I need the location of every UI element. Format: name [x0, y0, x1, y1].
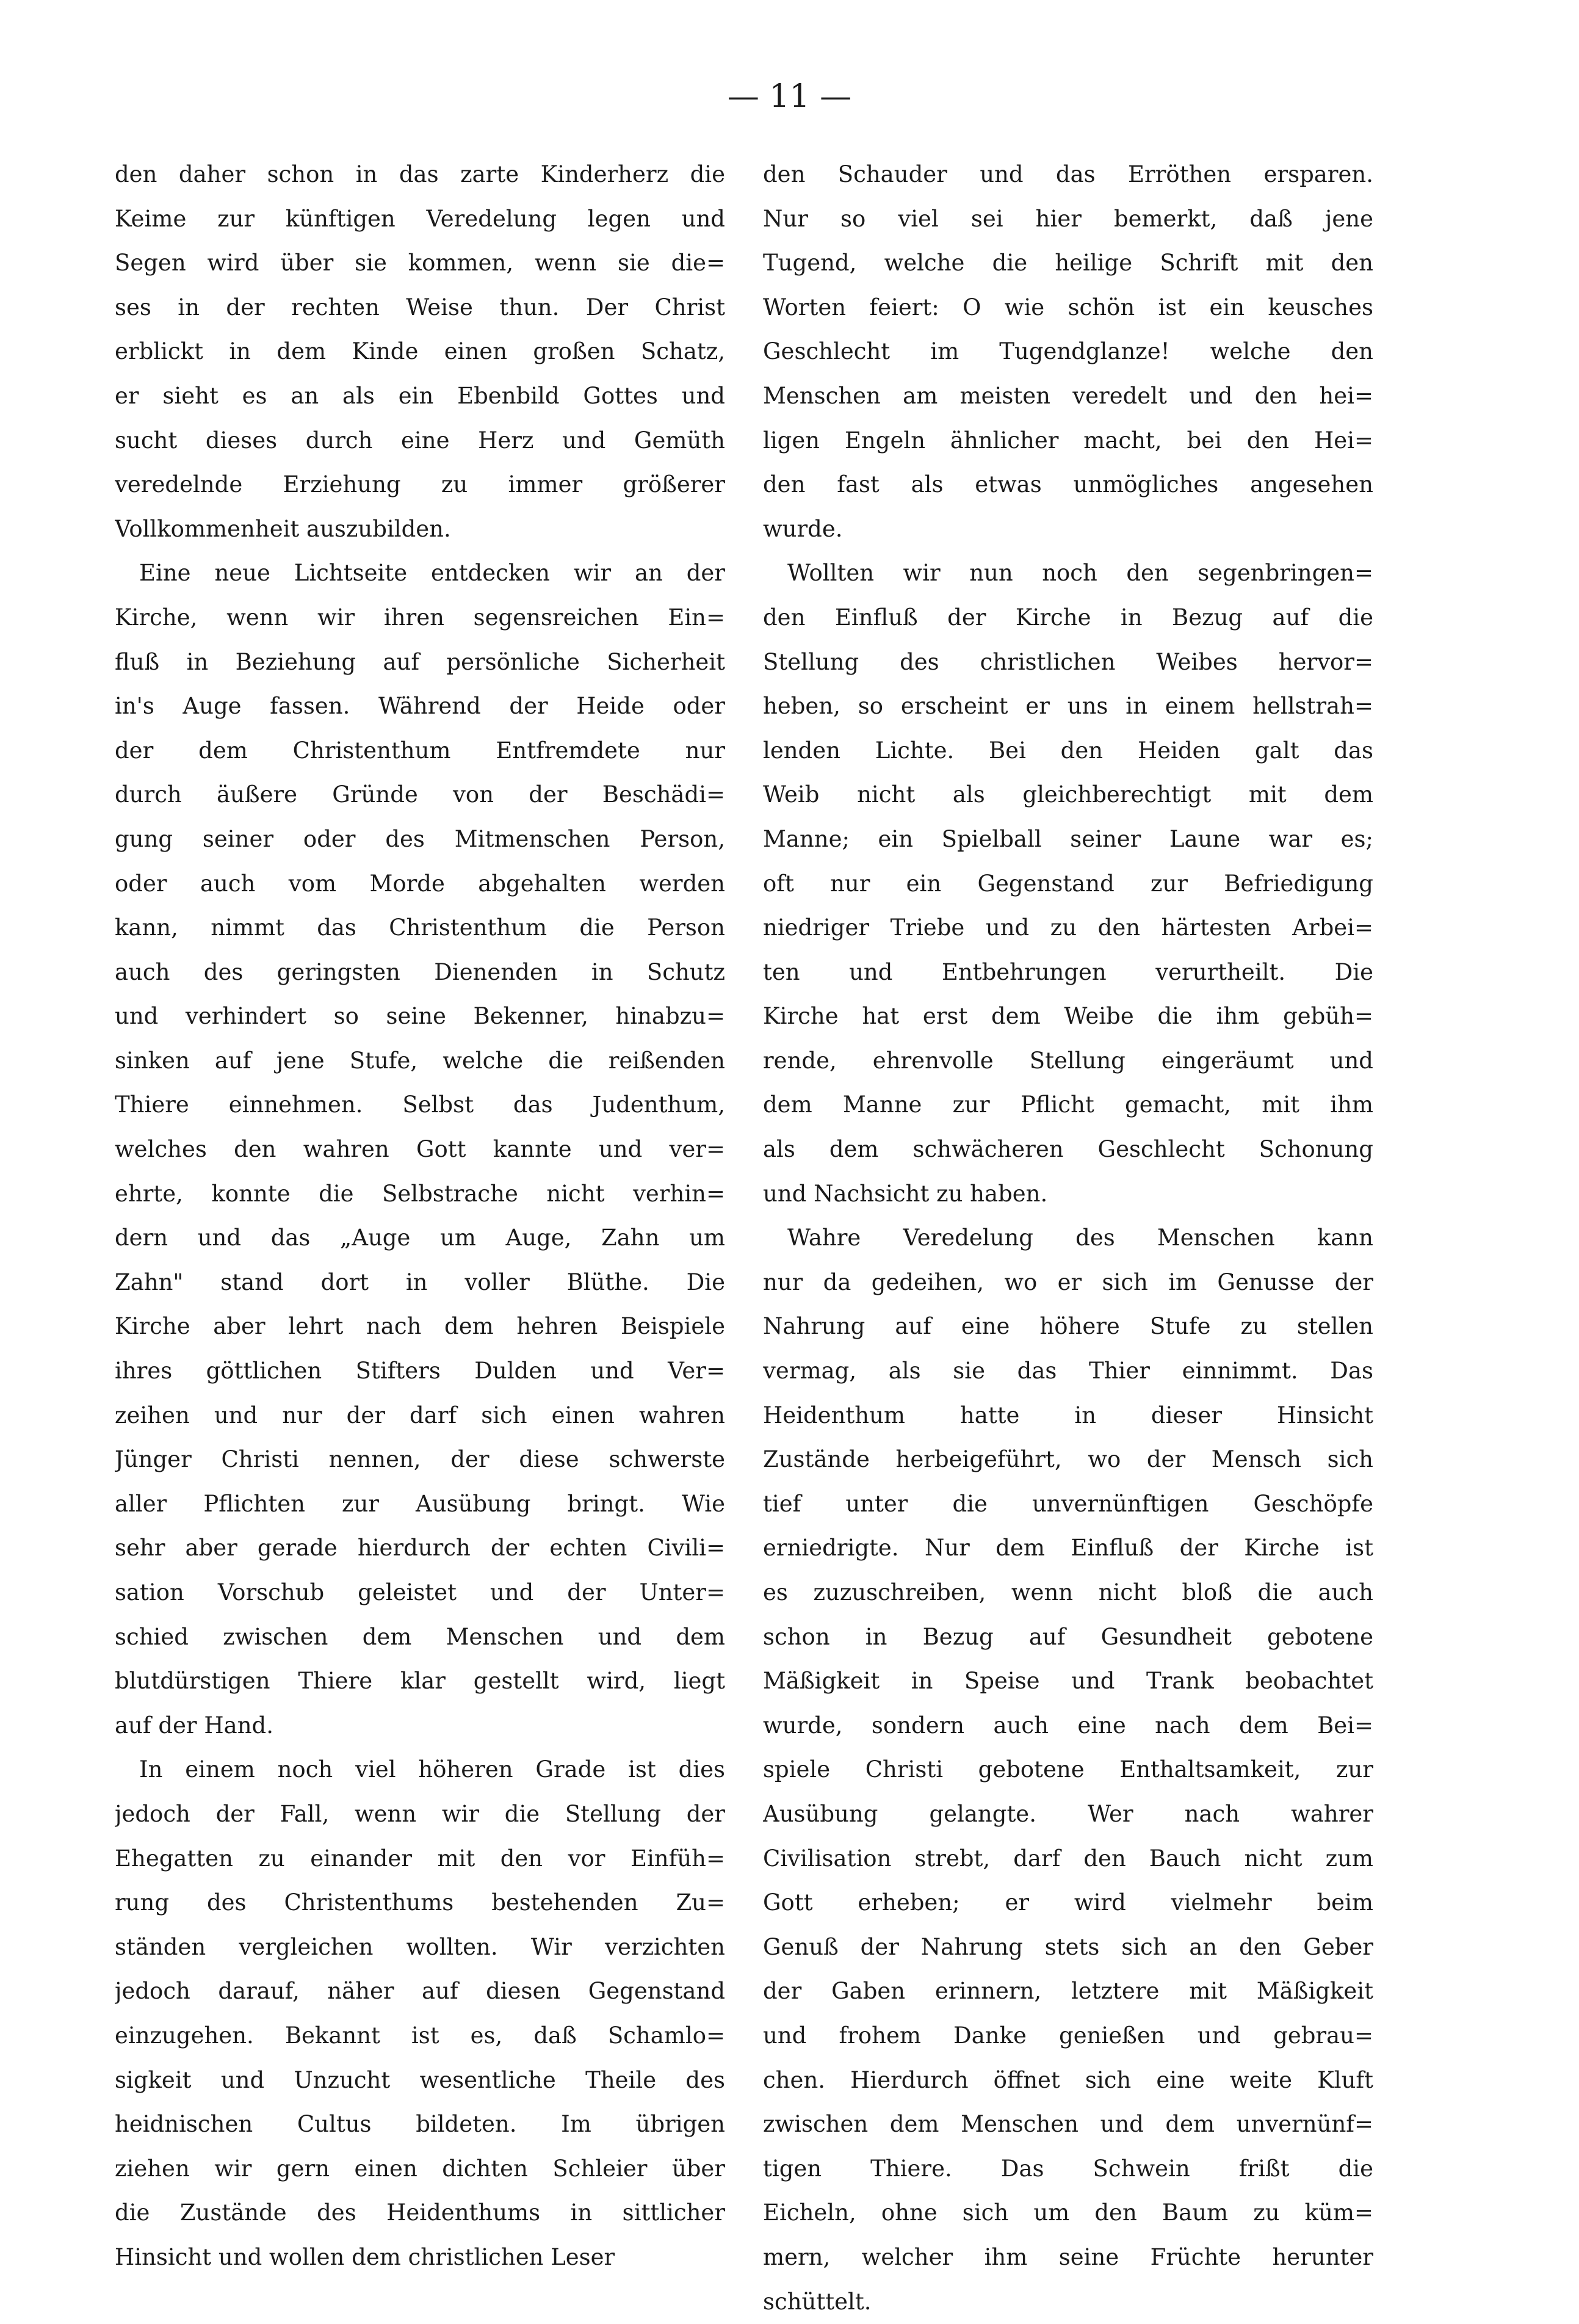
text-line: Zahn" stand dort in voller Blüthe. Die	[115, 1261, 725, 1305]
text-line: Zustände herbeigeführt, wo der Mensch sich	[763, 1438, 1373, 1482]
text-line: kann, nimmt das Christenthum die Person	[115, 906, 725, 950]
text-line: Stellung des christlichen Weibes hervor=	[763, 640, 1373, 685]
text-line: Wollten wir nun noch den segenbringen=	[763, 551, 1373, 596]
text-line: rung des Christenthums bestehenden Zu=	[115, 1881, 725, 1925]
text-line: es zuzuschreiben, wenn nicht bloß die auch	[763, 1571, 1373, 1615]
paragraph	[763, 153, 1373, 551]
text-line: Civilisation strebt, darf den Bauch nicht zum	[763, 1837, 1373, 1881]
text-line: tief unter die unvernünftigen Geschöpfe	[763, 1482, 1373, 1527]
text-line: einzugehen. Bekannt ist es, daß Schamlo=	[115, 2014, 725, 2058]
text-line: oder auch vom Morde abgehalten werden	[115, 862, 725, 907]
text-line: die Zustände des Heidenthums in sittlicher	[115, 2191, 725, 2235]
text-line: den Schauder und das Erröthen ersparen.	[763, 153, 1373, 197]
text-line: und frohem Danke genießen und gebrau=	[763, 2014, 1373, 2058]
text-line: auf der Hand.	[115, 1704, 725, 1748]
text-line: Keime zur künftigen Veredelung legen und	[115, 197, 725, 242]
text-line: Eine neue Lichtseite entdecken wir an der	[115, 551, 725, 596]
text-line: auch des geringsten Dienenden in Schutz	[115, 950, 725, 995]
text-line: sehr aber gerade hierdurch der echten Civili=	[115, 1526, 725, 1571]
text-line: Geschlecht im Tugendglanze! welche den	[763, 330, 1373, 374]
text-line: nur da gedeihen, wo er sich im Genusse der	[763, 1261, 1373, 1305]
page-number: — 11 —	[0, 78, 1579, 115]
text-line: oft nur ein Gegenstand zur Befriedigung	[763, 862, 1373, 907]
text-line: erblickt in dem Kinde einen großen Schatz,	[115, 330, 725, 374]
text-line: sation Vorschub geleistet und der Unter=	[115, 1571, 725, 1615]
text-line: Thiere einnehmen. Selbst das Judenthum,	[115, 1083, 725, 1128]
text-line: wurde.	[763, 507, 1373, 552]
text-line: sucht dieses durch eine Herz und Gemüth	[115, 419, 725, 463]
text-line: Worten feiert: O wie schön ist ein keusches	[763, 286, 1373, 330]
text-line: niedriger Triebe und zu den härtesten Arbei=	[763, 906, 1373, 950]
text-line: Manne; ein Spielball seiner Laune war es;	[763, 817, 1373, 862]
text-line: Menschen am meisten veredelt und den hei=	[763, 374, 1373, 419]
text-line: spiele Christi gebotene Enthaltsamkeit, zur	[763, 1748, 1373, 1792]
text-line: schied zwischen dem Menschen und dem	[115, 1615, 725, 1660]
text-line: aller Pflichten zur Ausübung bringt. Wie	[115, 1482, 725, 1527]
text-line: Vollkommenheit auszubilden.	[115, 507, 725, 552]
text-line: Kirche, wenn wir ihren segensreichen Ein=	[115, 596, 725, 640]
text-line: durch äußere Gründe von der Beschädi=	[115, 773, 725, 817]
text-line: chen. Hierdurch öffnet sich eine weite Kluft	[763, 2058, 1373, 2103]
text-line: schüttelt.	[763, 2280, 1373, 2324]
text-line: ligen Engeln ähnlicher macht, bei den Hei=	[763, 419, 1373, 463]
text-line: Nur so viel sei hier bemerkt, daß jene	[763, 197, 1373, 242]
text-line: sinken auf jene Stufe, welche die reißenden	[115, 1039, 725, 1084]
text-line: ihres göttlichen Stifters Dulden und Ver=	[115, 1349, 725, 1394]
text-line: mern, welcher ihm seine Früchte herunter	[763, 2235, 1373, 2280]
text-line: Segen wird über sie kommen, wenn sie die=	[115, 241, 725, 286]
text-line: ten und Entbehrungen verurtheilt. Die	[763, 950, 1373, 995]
text-line: den Einfluß der Kirche in Bezug auf die	[763, 596, 1373, 640]
text-line: gung seiner oder des Mitmenschen Person,	[115, 817, 725, 862]
paragraph	[115, 153, 725, 551]
text-line: Wahre Veredelung des Menschen kann	[763, 1216, 1373, 1261]
text-line: und verhindert so seine Bekenner, hinabzu=	[115, 994, 725, 1039]
text-line: ehrte, konnte die Selbstrache nicht verhin=	[115, 1172, 725, 1217]
text-line: tigen Thiere. Das Schwein frißt die	[763, 2147, 1373, 2192]
text-line: rende, ehrenvolle Stellung eingeräumt und	[763, 1039, 1373, 1084]
text-line: jedoch darauf, näher auf diesen Gegenstand	[115, 1969, 725, 2014]
text-line: Hinsicht und wollen dem christlichen Leser	[115, 2235, 725, 2280]
text-line: als dem schwächeren Geschlecht Schonung	[763, 1128, 1373, 1172]
text-line: vermag, als sie das Thier einnimmt. Das	[763, 1349, 1373, 1394]
text-line: Tugend, welche die heilige Schrift mit den	[763, 241, 1373, 286]
text-line: jedoch der Fall, wenn wir die Stellung der	[115, 1792, 725, 1837]
paragraph	[763, 551, 1373, 1216]
text-line: dem Manne zur Pflicht gemacht, mit ihm	[763, 1083, 1373, 1128]
text-line: dern und das „Auge um Auge, Zahn um	[115, 1216, 725, 1261]
text-line: und Nachsicht zu haben.	[763, 1172, 1373, 1217]
text-line: er sieht es an als ein Ebenbild Gottes und	[115, 374, 725, 419]
text-line: Ehegatten zu einander mit den vor Einfüh=	[115, 1837, 725, 1881]
text-line: Jünger Christi nennen, der diese schwerste	[115, 1438, 725, 1482]
text-line: ziehen wir gern einen dichten Schleier über	[115, 2147, 725, 2192]
text-line: der Gaben erinnern, letztere mit Mäßigkeit	[763, 1969, 1373, 2014]
text-line: lenden Lichte. Bei den Heiden galt das	[763, 729, 1373, 773]
text-line: blutdürstigen Thiere klar gestellt wird, liegt	[115, 1659, 725, 1704]
text-line: In einem noch viel höheren Grade ist dies	[115, 1748, 725, 1792]
left-column	[115, 153, 725, 2280]
text-line: in's Auge fassen. Während der Heide oder	[115, 684, 725, 729]
text-line: zwischen dem Menschen und dem unvernünf=	[763, 2102, 1373, 2147]
text-line: Genuß der Nahrung stets sich an den Geber	[763, 1925, 1373, 1970]
text-line: Weib nicht als gleichberechtigt mit dem	[763, 773, 1373, 817]
text-line: welches den wahren Gott kannte und ver=	[115, 1128, 725, 1172]
text-line: Kirche aber lehrt nach dem hehren Beispiele	[115, 1305, 725, 1349]
text-line: erniedrigte. Nur dem Einfluß der Kirche ist	[763, 1526, 1373, 1571]
text-line: ständen vergleichen wollten. Wir verzichten	[115, 1925, 725, 1970]
text-line: Ausübung gelangte. Wer nach wahrer	[763, 1792, 1373, 1837]
text-line: Mäßigkeit in Speise und Trank beobachtet	[763, 1659, 1373, 1704]
text-line: zeihen und nur der darf sich einen wahren	[115, 1394, 725, 1438]
text-line: heidnischen Cultus bildeten. Im übrigen	[115, 2102, 725, 2147]
paragraph	[763, 1216, 1373, 2324]
text-line: Gott erheben; er wird vielmehr beim	[763, 1881, 1373, 1925]
text-line: Heidenthum hatte in dieser Hinsicht	[763, 1394, 1373, 1438]
paragraph	[115, 1748, 725, 2279]
text-line: den fast als etwas unmögliches angesehen	[763, 463, 1373, 507]
right-column	[763, 153, 1373, 2324]
text-line: sigkeit und Unzucht wesentliche Theile des	[115, 2058, 725, 2103]
text-line: Nahrung auf eine höhere Stufe zu stellen	[763, 1305, 1373, 1349]
text-line: schon in Bezug auf Gesundheit gebotene	[763, 1615, 1373, 1660]
text-line: fluß in Beziehung auf persönliche Sicherheit	[115, 640, 725, 685]
text-line: den daher schon in das zarte Kinderherz die	[115, 153, 725, 197]
text-line: wurde, sondern auch eine nach dem Bei=	[763, 1704, 1373, 1748]
text-line: heben, so erscheint er uns in einem hellstrah=	[763, 684, 1373, 729]
text-line: veredelnde Erziehung zu immer größerer	[115, 463, 725, 507]
text-line: der dem Christenthum Entfremdete nur	[115, 729, 725, 773]
paragraph	[115, 551, 725, 1748]
text-line: Eicheln, ohne sich um den Baum zu küm=	[763, 2191, 1373, 2235]
text-line: Kirche hat erst dem Weibe die ihm gebüh=	[763, 994, 1373, 1039]
text-line: ses in der rechten Weise thun. Der Christ	[115, 286, 725, 330]
